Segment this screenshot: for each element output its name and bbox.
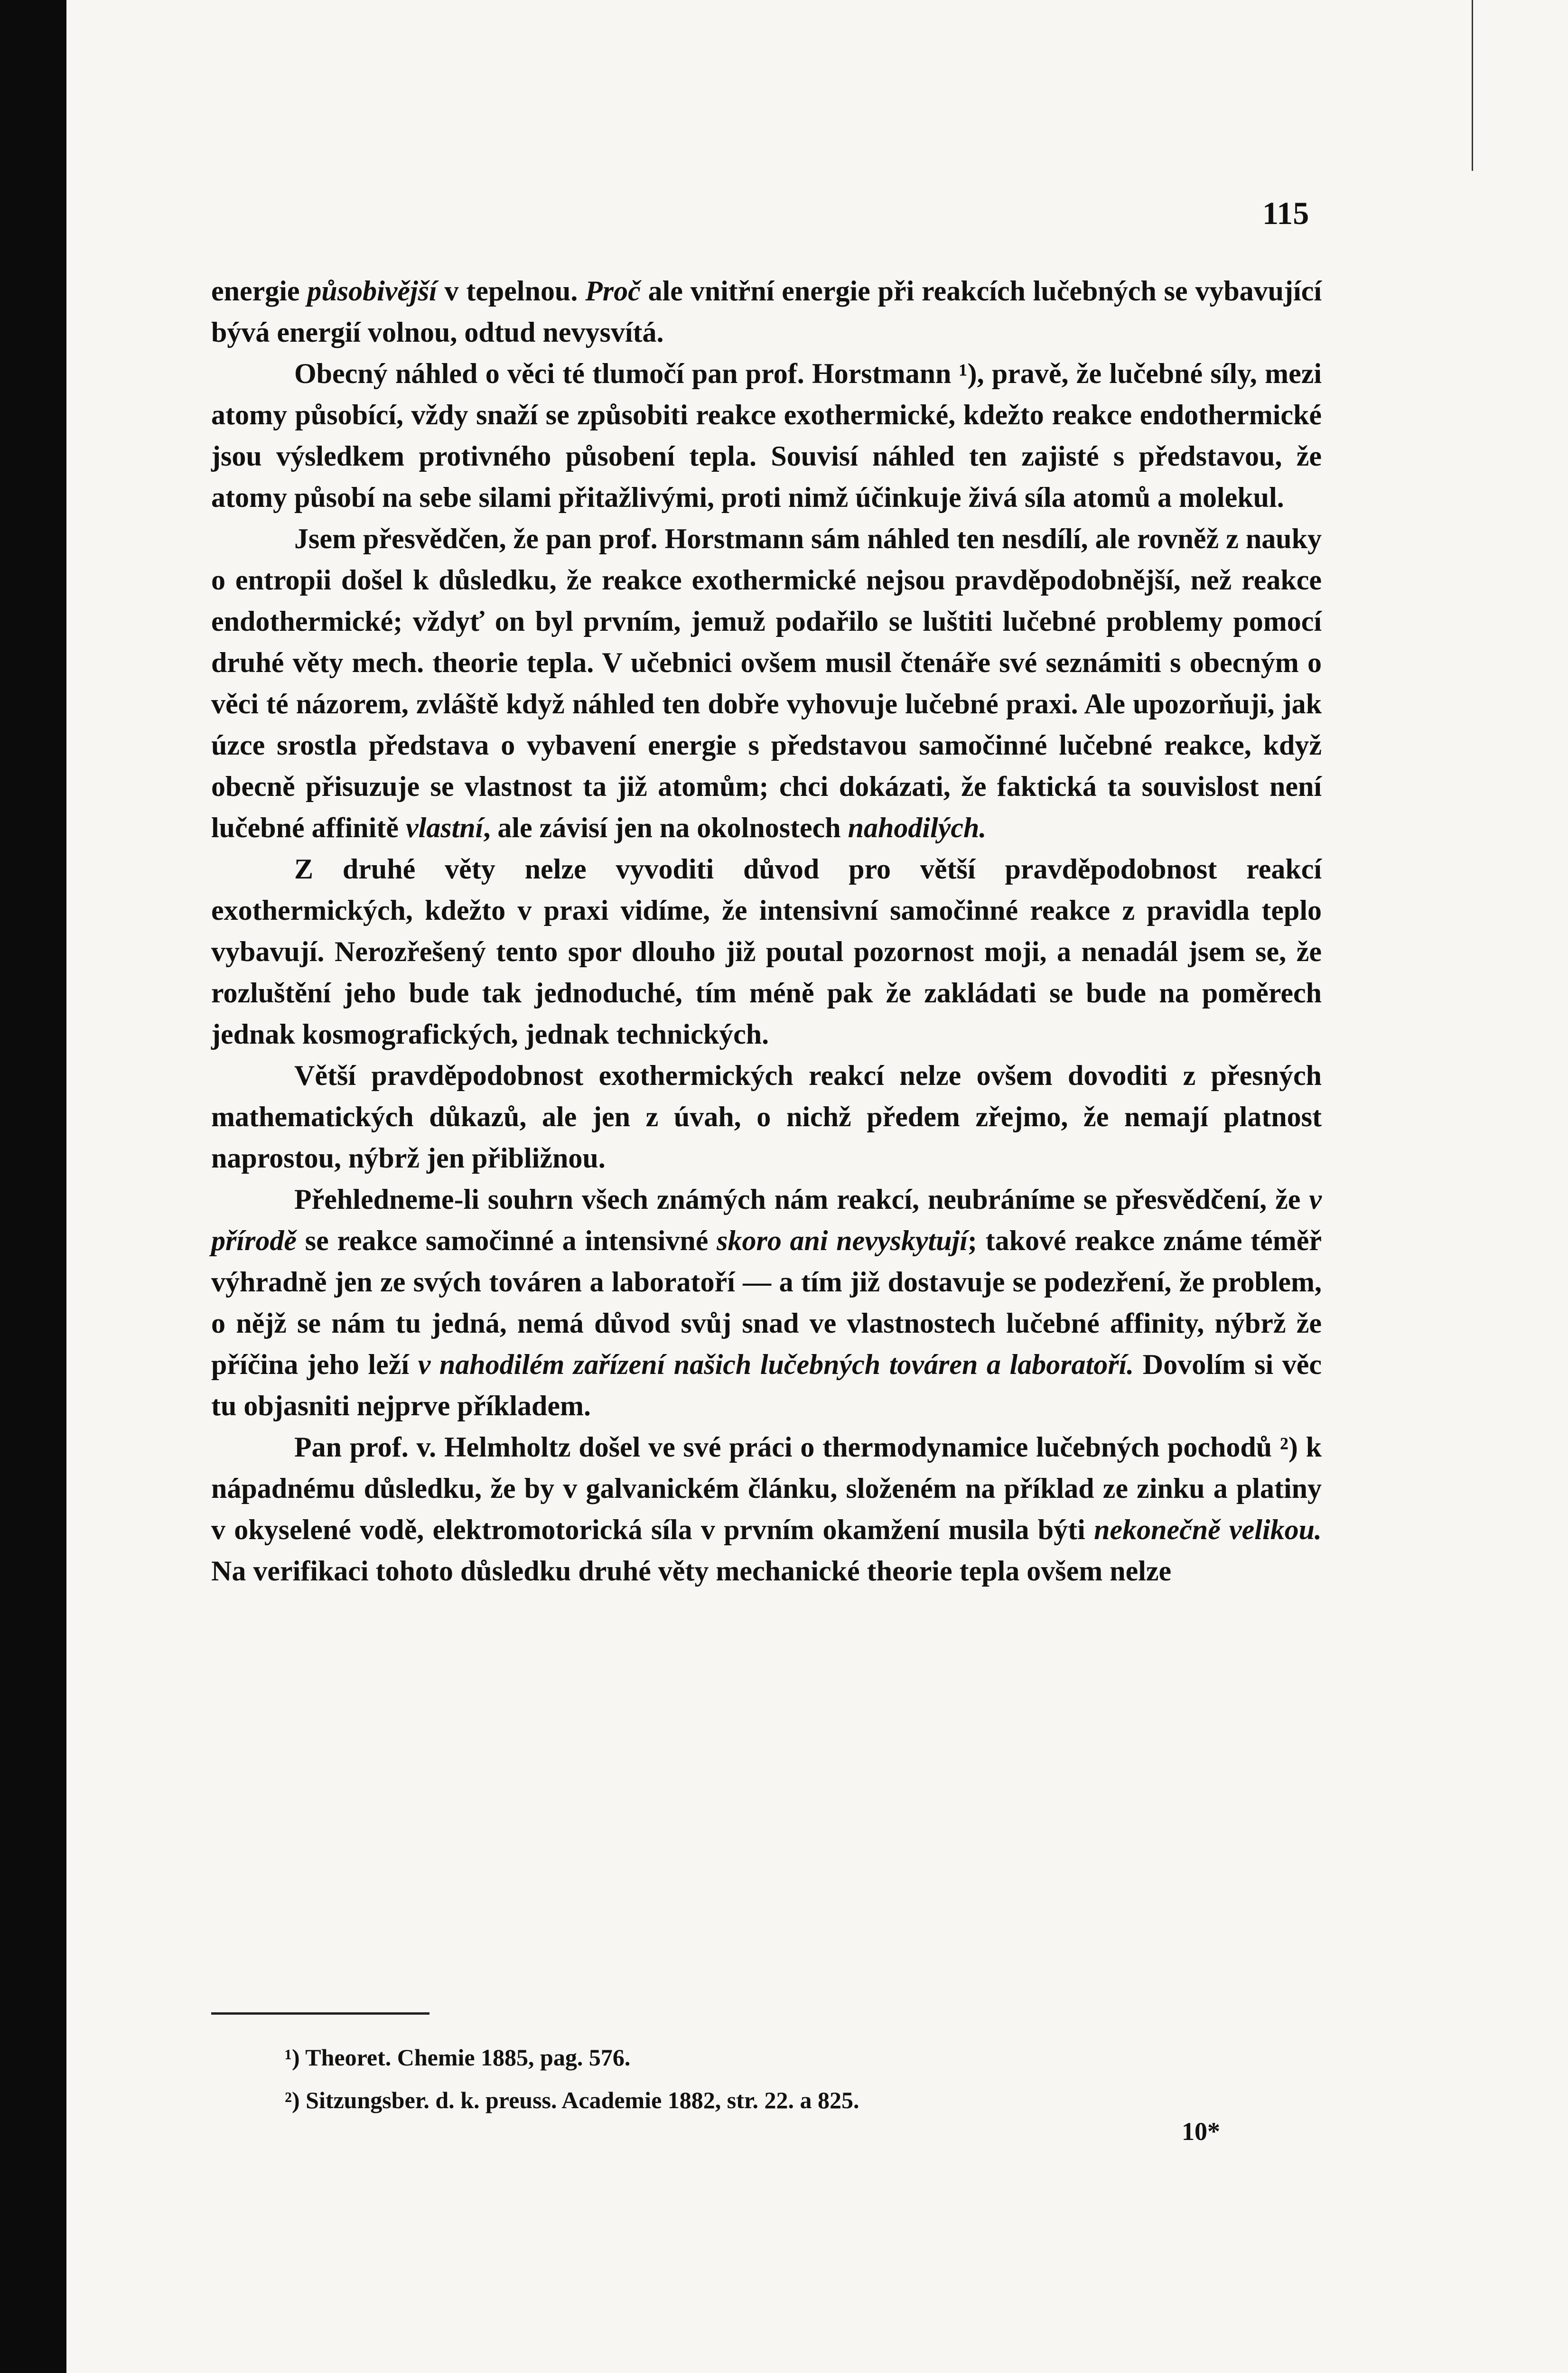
text-span: Pan prof. v. Helmholtz došel ve své práci o thermodynamice lučebných pochodů ²) k nápadnému důsledku, že by v galvanickém článku, složeném na příklad ze zinku a platiny v okyselené vodě, elektromotorická síla v prvním okamžení musila býti: [211, 1431, 1322, 1545]
page-number: 115: [1262, 195, 1309, 231]
paragraph: [211, 271, 1322, 353]
footnotes: [285, 2036, 1329, 2121]
signature-mark: 10*: [1182, 2117, 1220, 2146]
italic-text: v přírodě: [211, 1184, 1322, 1256]
text-span: Obecný náhled o věci té tlumočí pan prof. Horstmann ¹), pravě, že lučebné síly, mezi atomy působící, vždy snaží se způsobiti reakce exothermické, kdežto reakce endothermické jsou výsledkem protivného působení tepla. Souvisí náhled ten zajisté s představou, že atomy působí na sebe silami přitažlivými, proti nimž účinkuje živá síla atomů a molekul.: [211, 358, 1322, 513]
paragraph: [211, 849, 1322, 1055]
text-span: , ale závisí jen na okolnostech: [483, 812, 848, 843]
italic-text: působivější: [307, 275, 437, 307]
text-span: ale vnitřní energie při reakcích lučebných se vybavující bývá energií volnou, odtud nevysvítá.: [211, 275, 1322, 348]
italic-text: skoro ani nevyskytují: [717, 1225, 968, 1256]
italic-text: Proč: [585, 275, 641, 307]
paragraph: [211, 1055, 1322, 1179]
paragraph: [211, 353, 1322, 518]
italic-text: vlastní: [405, 812, 484, 843]
text-span: Jsem přesvědčen, že pan prof. Horstmann sám náhled ten nesdílí, ale rovněž z nauky o entropii došel k důsledku, že reakce exothermické nejsou pravděpodobnější, než reakce endothermické; vždyť on byl prvním, jemuž podařilo se luštiti lučebné problemy pomocí druhé věty mech. theorie tepla. V učebnici ovšem musil čtenáře své seznámiti s obecným o věci té názorem, zvláště když náhled ten dobře vyhovuje lučebné praxi. Ale upozorňuji, jak úzce srostla představa o vybavení energie s představou samočinné lučebné reakce, když obecně přisuzuje se vlastnost ta již atomům; chci dokázati, že faktická ta souvislost není lučebné affinitě: [211, 523, 1322, 843]
footnote-1: ¹) Theoret. Chemie 1885, pag. 576.: [285, 2044, 631, 2071]
text-span: Přehledneme-li souhrn všech známých nám reakcí, neubráníme se přesvědčení, že: [294, 1184, 1309, 1215]
footnote-2: ²) Sitzungsber. d. k. preuss. Academie 1882, str. 22. a 825.: [285, 2087, 859, 2113]
italic-text: nekonečně velikou.: [1094, 1514, 1322, 1545]
text-span: se reakce samočinné a intensivné: [297, 1225, 717, 1256]
text-span: v tepelnou.: [437, 275, 586, 307]
paragraph: [211, 1179, 1322, 1427]
text-span: Na verifikaci tohoto důsledku druhé věty mechanické theorie tepla ovšem nelze: [211, 1555, 1172, 1587]
body-text: [211, 271, 1322, 1592]
paragraph: [211, 518, 1322, 849]
page-edge-shadow: [1472, 0, 1568, 171]
text-span: Z druhé věty nelze vyvoditi důvod pro větší pravděpodobnost reakcí exothermických, kdežto v praxi vidíme, že intensivní samočinné reakce z pravidla teplo vybavují. Nerozřešený tento spor dlouho již poutal pozornost moji, a nenadál jsem se, že rozluštění jeho bude tak jednoduché, tím méně pak že zakládati se bude na poměrech jednak kosmografických, jednak technických.: [211, 853, 1322, 1050]
paragraph: [211, 1427, 1322, 1592]
footnote-rule: [211, 2012, 429, 2015]
italic-text: nahodilých.: [848, 812, 987, 843]
text-span: ; takové reakce známe téměř výhradně jen ze svých továren a laboratoří — a tím již dostavuje se podezření, že problem, o nějž se nám tu jedná, nemá důvod svůj snad ve vlastnostech lučebné affinity, nýbrž že příčina jeho leží: [211, 1225, 1322, 1380]
text-span: Větší pravděpodobnost exothermických reakcí nelze ovšem dovoditi z přesných mathematických důkazů, ale jen z úvah, o nichž předem zřejmo, že nemají platnost naprostou, nýbrž jen přibližnou.: [211, 1060, 1322, 1174]
text-span: energie: [211, 275, 308, 307]
text-span: Dovolím si věc tu objasniti nejprve příkladem.: [211, 1349, 1322, 1421]
italic-text: v nahodilém zařízení našich lučebných továren a laboratoří.: [418, 1349, 1134, 1380]
